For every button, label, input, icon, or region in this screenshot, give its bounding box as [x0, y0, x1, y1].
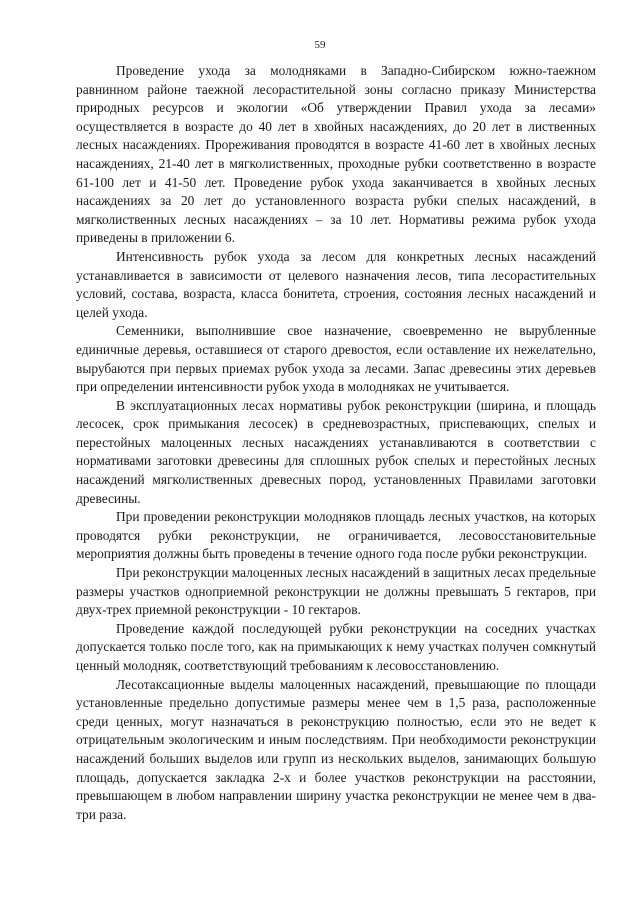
page-number: 59	[314, 39, 326, 51]
paragraph-reconstruction-norms: В эксплуатационных лесах нормативы рубок реконструкции (ширина, и площадь лесосек, срок примыкания лесосек) в средневозрастных, приспевающих, спелых и перестойных малоценных лесных насаждениях устанавливаются в соответствии с нормативами заготовки древесины для сплошных рубок спелых и перестойных лесных насаждений мягколиственных древесных пород, установленных Правилами заготовки древесины.	[76, 397, 596, 506]
paragraph-adjacent-plots: Проведение каждой последующей рубки реконструкции на соседних участках допускается только после того, как на примыкающих к нему участках получен сомкнутый ценный молодняк, соответствующий требованиям к лесовосстановлению.	[76, 620, 596, 673]
paragraph-taxation-units: Лесотаксационные выделы малоценных насаждений, превышающие по площади установленные предельно допустимые размеры менее чем в 1,5 раза, расположенные среди ценных, могут назначаться в реконструкцию полностью, если это не ведет к отрицательным экологическим и иным последствиям. При необходимости реконструкции насаждений больших выделов или групп из нескольких выделов, занимающих большую площадь, допускается закладка 2-х и более участков реконструкции на расстоянии, превышающем в любом направлении ширину участка реконструкции не менее чем в два-три раза.	[76, 676, 596, 822]
paragraph-thinning-intensity: Интенсивность рубок ухода за лесом для конкретных лесных насаждений устанавливается в зависимости от целевого назначения лесов, типа лесорастительных условий, состава, возраста, класса бонитета, строения, состояния лесных насаждений и целей ухода.	[76, 248, 596, 320]
paragraph-youth-reconstruction: При проведении реконструкции молодняков площадь лесных участков, на которых проводятся рубки реконструкции, не ограничивается, лесовосстановительные мероприятия должны быть проведены в течение одного года после рубки реконструкции.	[76, 509, 596, 562]
paragraph-youth-stand-care: Проведение ухода за молодняками в Западно-Сибирском южно-таежном равнинном районе таежной лесорастительной зоны согласно приказу Министерства природных ресурсов и экологии «Об утверждении Правил ухода за лесами» осуществляется в возрасте до 40 лет в хвойных насаждениях, до 20 лет в лиственных лесных насаждениях. Прореживания проводятся в возрасте 41-60 лет в хвойных лесных насаждениях, 21-40 лет в мягколиственных, проходные рубки соответственно в возрасте 61-100 лет и 41-50 лет. Проведение рубок ухода заканчивается в хвойных лесных насаждениях за 20 лет до установленного возраста рубки спелых насаждений, в мягколиственных лесных насаждениях – за 10 лет. Нормативы режима рубок ухода приведены в приложении 6.	[76, 63, 596, 246]
paragraph-seed-trees: Семенники, выполнившие свое назначение, своевременно не вырубленные единичные деревья, оставшиеся от старого древостоя, если оставление их нежелательно, вырубаются при первых приемах рубок ухода за лесами. Запас древесины этих деревьев при определении интенсивности рубок ухода в молодняках не учитывается.	[76, 323, 596, 395]
paragraph-protective-forests: При реконструкции малоценных лесных насаждений в защитных лесах предельные размеры участков одноприемной реконструкции не должны превышать 5 гектаров, при двух-трех приемной реконструкции - 10 гектаров.	[76, 565, 596, 618]
page-body	[76, 62, 596, 824]
